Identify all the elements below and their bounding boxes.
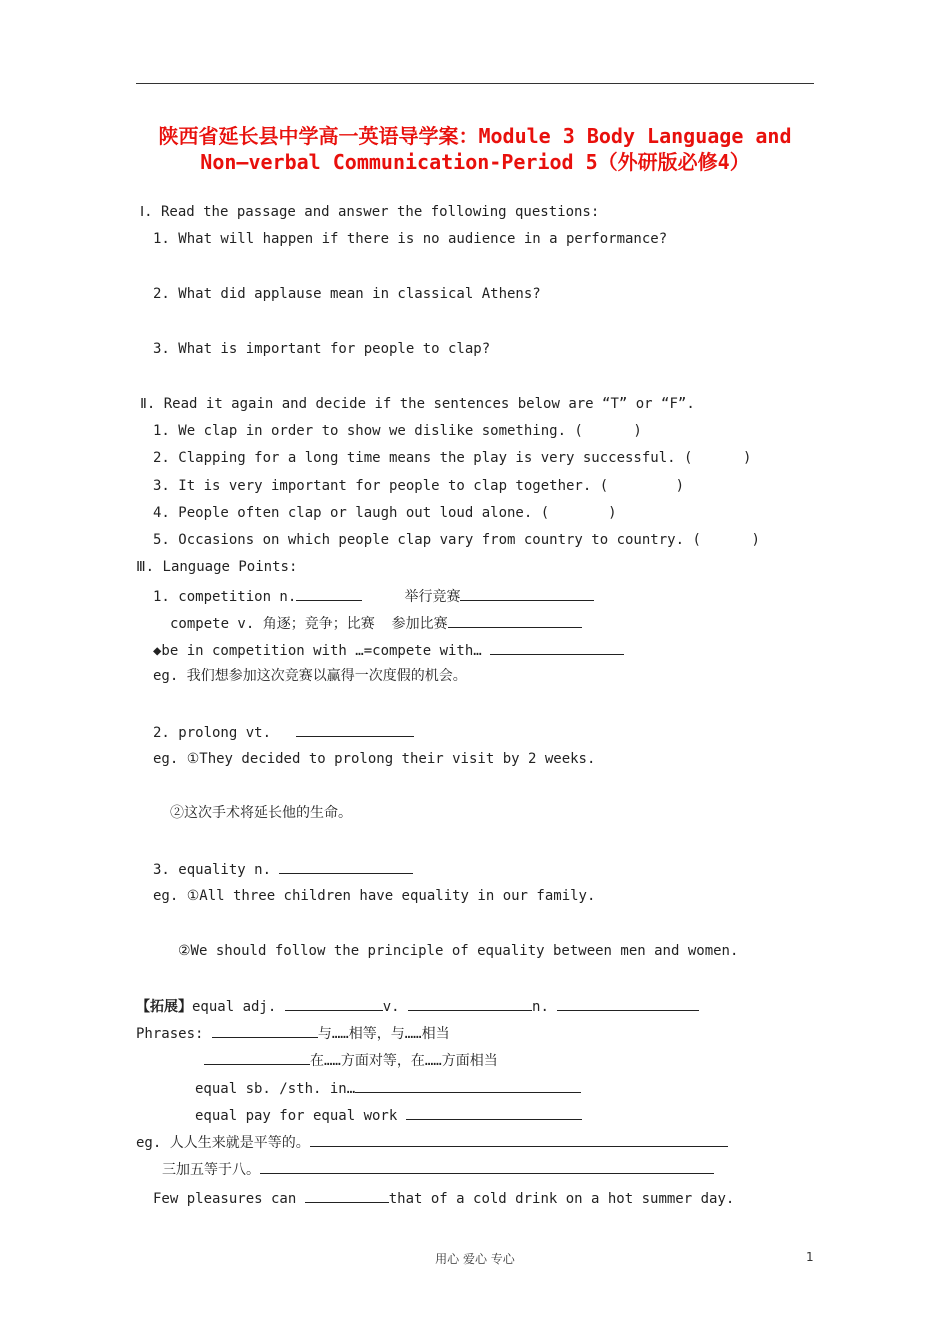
example3-text-end: that of a cold drink on a hot summer day. — [388, 1191, 735, 1207]
blank[interactable] — [406, 1105, 582, 1120]
blank[interactable] — [212, 1023, 318, 1038]
point2-label: 2. prolong vt. — [153, 725, 272, 741]
section3-heading: Ⅲ. Language Points: — [136, 559, 298, 575]
question-1: 1. What will happen if there is no audience in a performance? — [153, 231, 668, 247]
point1-example: eg. 我们想参加这次竞赛以赢得一次度假的机会。 — [153, 668, 467, 684]
point3-label: 3. equality n. — [153, 862, 272, 878]
phrases-line4 — [195, 1105, 582, 1125]
point1-chinese: 举行竞赛 — [404, 589, 461, 605]
point1-label: 1. competition n. — [153, 589, 297, 605]
blank[interactable] — [279, 859, 413, 874]
blank[interactable] — [296, 586, 362, 601]
point3-equality — [153, 859, 413, 879]
example2-text: 三加五等于八。 — [162, 1162, 260, 1178]
point1-phrase — [153, 640, 624, 660]
point2-prolong — [153, 722, 414, 742]
blank[interactable] — [355, 1078, 581, 1093]
phrases-line2 — [204, 1050, 498, 1070]
question-3: 3. What is important for people to clap? — [153, 341, 491, 357]
phrases-line1 — [136, 1023, 450, 1043]
blank[interactable] — [490, 640, 624, 655]
verb-label: v. — [382, 999, 400, 1015]
blank[interactable] — [305, 1188, 389, 1203]
example1-text: eg. 人人生来就是平等的。 — [136, 1135, 310, 1151]
extension-example3 — [153, 1188, 734, 1208]
header-rule — [136, 83, 814, 84]
example3-text-start: Few pleasures can — [153, 1191, 297, 1207]
phrase4-text: equal pay for equal work — [195, 1108, 398, 1124]
blank[interactable] — [296, 722, 414, 737]
tf-statement-2: 2. Clapping for a long time means the play is very successful. ( ) — [153, 450, 752, 466]
blank[interactable] — [285, 996, 383, 1011]
blank[interactable] — [557, 996, 699, 1011]
blank[interactable] — [408, 996, 532, 1011]
point1-compete — [170, 613, 582, 633]
point3-example2: ②We should follow the principle of equality between men and women. — [178, 943, 739, 959]
point1-competition — [153, 586, 594, 606]
equal-adj-label: equal adj. — [192, 999, 277, 1015]
extension-example1 — [136, 1132, 728, 1152]
tf-statement-5: 5. Occasions on which people clap vary from country to country. ( ) — [153, 532, 760, 548]
tf-statement-1: 1. We clap in order to show we dislike something. ( ) — [153, 423, 642, 439]
blank[interactable] — [260, 1159, 714, 1174]
document-title-line2: Non—verbal Communication-Period 5（外研版必修4） — [200, 150, 750, 174]
document-title-line1: 陕西省延长县中学高一英语导学案：Module 3 Body Language and — [158, 124, 792, 148]
extension-example2 — [162, 1159, 714, 1179]
phrases-line3 — [195, 1078, 581, 1098]
point3-example1: eg. ①All three children have equality in our family. — [153, 888, 596, 904]
point2-example2: ②这次手术将延长他的生命。 — [170, 805, 352, 821]
phrase2-text: 在……方面对等，在……方面相当 — [310, 1053, 498, 1069]
tf-statement-3: 3. It is very important for people to clap together. ( ) — [153, 478, 685, 494]
noun-label: n. — [532, 999, 549, 1015]
blank[interactable] — [310, 1132, 728, 1147]
section2-heading: Ⅱ. Read it again and decide if the sentences below are “T” or “F”. — [140, 396, 695, 412]
page-number: 1 — [806, 1250, 814, 1264]
footer-text: 用心 爱心 专心 — [435, 1252, 515, 1266]
point1-compete-chinese: 参加比赛 — [391, 616, 448, 632]
phrase1-text: 与……相等，与……相当 — [317, 1026, 450, 1042]
blank[interactable] — [204, 1050, 310, 1065]
tf-statement-4: 4. People often clap or laugh out loud alone. ( ) — [153, 505, 617, 521]
blank[interactable] — [460, 586, 594, 601]
phrase3-text: equal sb. /sth. in… — [195, 1081, 356, 1097]
extension-equal — [136, 996, 699, 1016]
phrases-label: Phrases: — [136, 1026, 204, 1042]
question-2: 2. What did applause mean in classical Athens? — [153, 286, 541, 302]
section1-heading: Ⅰ. Read the passage and answer the following questions: — [140, 204, 600, 220]
extension-tag: 【拓展】 — [136, 999, 192, 1015]
point2-example1: eg. ①They decided to prolong their visit by 2 weeks. — [153, 751, 596, 767]
point1-compete-label: compete v. 角逐；竞争；比赛 — [170, 616, 375, 632]
blank[interactable] — [448, 613, 582, 628]
point1-phrase-text: ◆be in competition with …=compete with… — [153, 643, 482, 659]
